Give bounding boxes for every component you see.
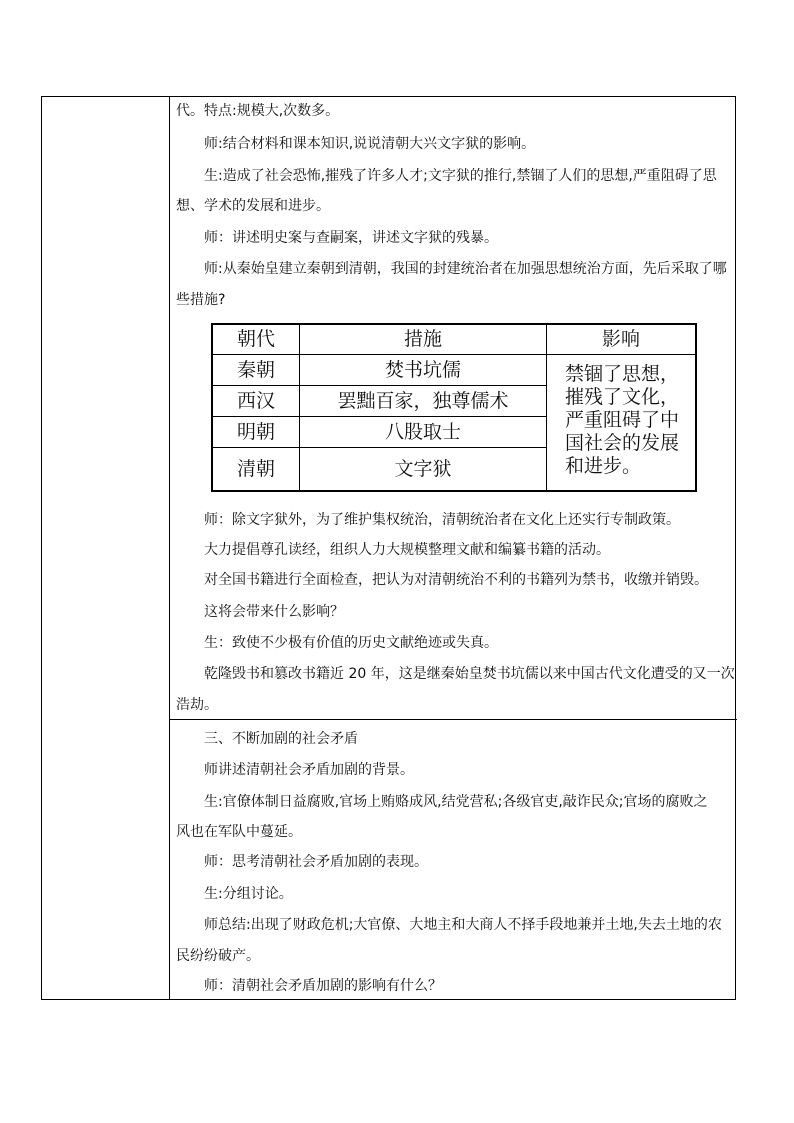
text-line: 生:官僚体制日益腐败,官场上贿赂成风,结党营私;各级官吏,敲诈民众;官场的腐败之 bbox=[204, 794, 708, 810]
impact-text bbox=[565, 363, 697, 478]
text-line: 对全国书籍进行全面检查，把认为对清朝统治不利的书籍列为禁书，收缴并销毁。 bbox=[204, 572, 708, 588]
text-line: 师：思考清朝社会矛盾加剧的表现。 bbox=[204, 854, 428, 870]
text-line: 生:分组讨论。 bbox=[204, 886, 293, 902]
impact-line: 和进步。 bbox=[565, 455, 642, 477]
impact-line: 国社会的发展 bbox=[565, 432, 680, 454]
row-divider bbox=[169, 719, 737, 720]
text-line: 想、学术的发展和进步。 bbox=[176, 198, 330, 214]
text-line: 代。特点:规模大,次数多。 bbox=[176, 103, 340, 119]
text-line: 大力提倡尊孔读经，组织人力大规模整理文献和编纂书籍的活动。 bbox=[204, 542, 610, 558]
row-dynasty: 西汉 bbox=[236, 390, 275, 412]
text-line: 民纷纷破产。 bbox=[176, 948, 260, 964]
text-line: 师总结:出现了财政危机;大官僚、大地主和大商人不择手段地兼并土地,失去土地的农 bbox=[204, 917, 722, 933]
text-line: 浩劫。 bbox=[176, 697, 218, 713]
row-dynasty: 明朝 bbox=[236, 421, 275, 443]
impact-line: 摧残了文化， bbox=[565, 386, 680, 408]
impact-line: 严重阻碍了中 bbox=[565, 409, 680, 431]
row-dynasty: 秦朝 bbox=[236, 359, 275, 381]
text-line: 师:从秦始皇建立秦朝到清朝，我国的封建统治者在加强思想统治方面，先后采取了哪 bbox=[204, 261, 727, 277]
header-dynasty: 朝代 bbox=[236, 328, 275, 350]
section-heading: 三、不断加剧的社会矛盾 bbox=[204, 731, 358, 747]
text-line: 这将会带来什么影响？ bbox=[204, 604, 344, 620]
measures-table bbox=[211, 323, 697, 492]
text-line: 师：讲述明史案与查嗣案，讲述文字狱的残暴。 bbox=[204, 230, 498, 246]
row-measure: 文字狱 bbox=[394, 458, 452, 480]
text-line: 些措施? bbox=[176, 292, 226, 308]
text-line: 师：除文字狱外，为了维护集权统治，清朝统治者在文化上还实行专制政策。 bbox=[204, 512, 680, 528]
column-divider bbox=[169, 97, 170, 999]
header-impact: 影响 bbox=[601, 328, 640, 350]
header-measure: 措施 bbox=[403, 328, 442, 350]
impact-line: 禁锢了思想， bbox=[565, 363, 680, 385]
text-line: 风也在军队中蔓延。 bbox=[176, 824, 302, 840]
text-line: 师:结合材料和课本知识,说说清朝大兴文字狱的影响。 bbox=[204, 136, 536, 152]
row-measure: 焚书坑儒 bbox=[384, 359, 461, 381]
text-line: 师讲述清朝社会矛盾加剧的背景。 bbox=[204, 762, 414, 778]
text-line: 生：致使不少极有价值的历史文献绝迹或失真。 bbox=[204, 635, 498, 651]
text-line: 乾隆毁书和篡改书籍近 20 年，这是继秦始皇焚书坑儒以来中国古代文化遭受的又一次 bbox=[204, 666, 735, 682]
table-row-line bbox=[213, 354, 695, 355]
table-row-line bbox=[213, 416, 546, 417]
text-line: 生:造成了社会恐怖,摧残了许多人才;文字狱的推行,禁锢了人们的思想,严重阻碍了思 bbox=[204, 168, 717, 184]
row-dynasty: 清朝 bbox=[236, 458, 275, 480]
table-row-line bbox=[213, 385, 546, 386]
text-line: 师：清朝社会矛盾加剧的影响有什么？ bbox=[204, 978, 442, 994]
table-row-line bbox=[213, 447, 546, 448]
row-measure: 八股取士 bbox=[384, 421, 461, 443]
row-measure: 罢黜百家，独尊儒术 bbox=[337, 390, 509, 412]
